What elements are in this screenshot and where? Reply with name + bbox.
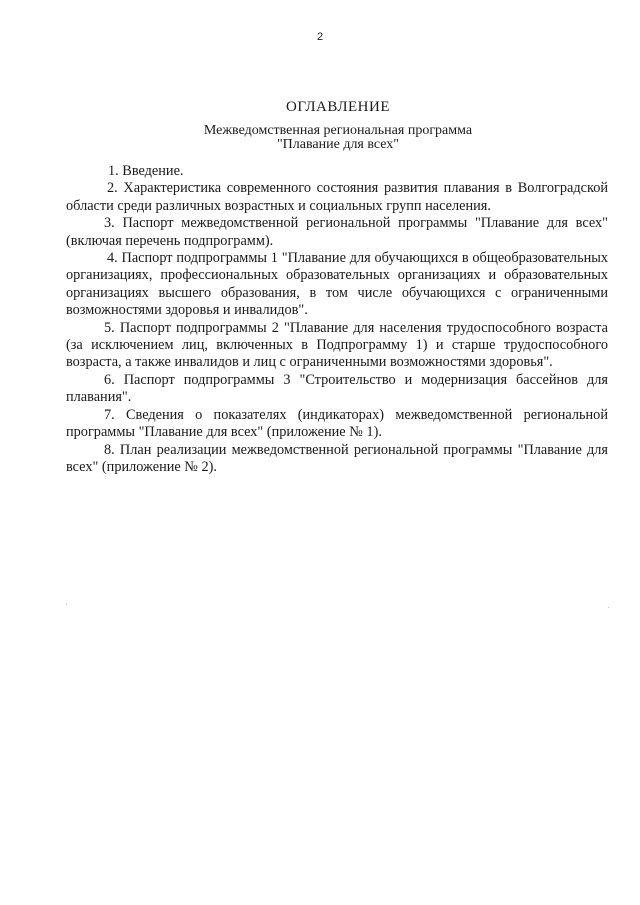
toc-item-3: 3. Паспорт межведомственной региональной программы "Плавание для всех" (включая перечень подпрограмм). (66, 215, 608, 249)
page-number: 2 (316, 31, 324, 43)
toc-item-4: 4. Паспорт подпрограммы 1 "Плавание для обучающихся в общеобразовательных организациях, профессиональных образовательных организациях и образовательных организациях высшего образования, в том числе обучающихся с ограниченными возможностями здоровья и инвалидов". (66, 250, 608, 319)
toc-list (66, 163, 608, 476)
subtitle-line-1: Межведомственная региональная программа (203, 123, 473, 138)
scan-speck (608, 607, 609, 608)
scan-speck (66, 604, 67, 605)
toc-item-7: 7. Сведения о показателях (индикаторах) межведомственной региональной программы "Плавание для всех" (приложение № 1). (66, 406, 608, 441)
toc-item-1: 1. Введение. (108, 163, 184, 179)
toc-item-8: 8. План реализации межведомственной региональной программы "Плавание для всех" (приложение № 2). (66, 441, 608, 475)
toc-item-6: 6. Паспорт подпрограммы 3 "Строительство и модернизация бассейнов для плавания". (66, 371, 608, 406)
toc-item-5: 5. Паспорт подпрограммы 2 "Плавание для населения трудоспособного возраста (за исключением лиц, включенных в Подпрограмму 1) и старше трудоспособного возраста, а также инвалидов и лиц с ограниченными возможностями здоровья". (66, 319, 608, 371)
subtitle-line-2: "Плавание для всех" (276, 137, 400, 152)
program-subtitle (38, 124, 638, 152)
toc-title: ОГЛАВЛЕНИЕ (286, 99, 390, 115)
toc-item-2: 2. Характеристика современного состояния развития плавания в Волгоградской области среди различных возрастных и социальных групп населения. (66, 180, 608, 214)
